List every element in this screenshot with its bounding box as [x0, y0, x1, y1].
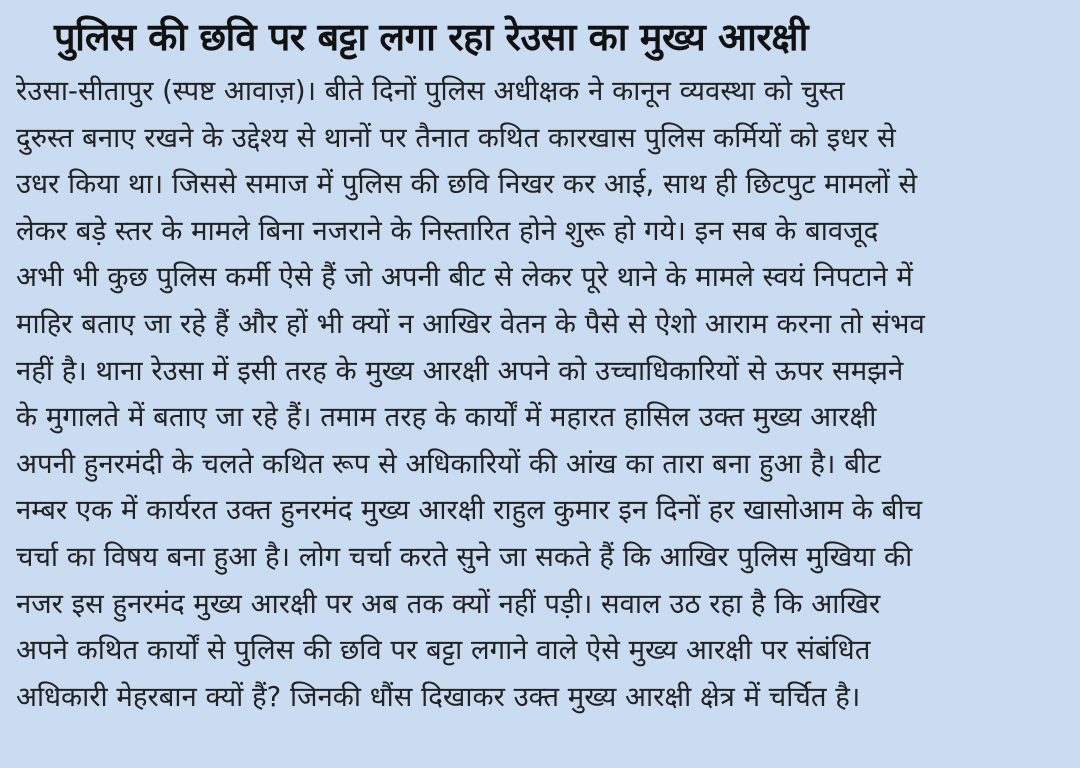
article-line: के मुगालते में बताए जा रहे हैं। तमाम तरह के कार्यों में महारत हासिल उक्त मुख्य आरक्षी	[16, 401, 877, 434]
article-line: लेकर बड़े स्तर के मामले बिना नजराने के निस्तारित होने शुरू हो गये। इन सब के बावजूद	[16, 214, 879, 247]
article-line: अधिकारी मेहरबान क्यों हैं? जिनकी धौंस दिखाकर उक्त मुख्य आरक्षी क्षेत्र में चर्चित है।	[16, 680, 861, 713]
article-headline: पुलिस की छवि पर बट्टा लगा रहा रेउसा का मुख्य आरक्षी	[54, 15, 809, 59]
article-line: उधर किया था। जिससे समाज में पुलिस की छवि निखर कर आई, साथ ही छिटपुट मामलों से	[16, 168, 918, 201]
article-line: अपनी हुनरमंदी के चलते कथित रूप से अधिकारियों की आंख का तारा बना हुआ है। बीट	[16, 447, 881, 480]
article-line: रेउसा-सीतापुर (स्पष्ट आवाज़)। बीते दिनों पुलिस अधीक्षक ने कानून व्यवस्था को चुस्त	[16, 75, 845, 107]
article-line: चर्चा का विषय बना हुआ है। लोग चर्चा करते सुने जा सकते हैं कि आखिर पुलिस मुखिया की	[16, 540, 913, 573]
article-body	[16, 68, 1066, 720]
article-line: अपने कथित कार्यों से पुलिस की छवि पर बट्टा लगाने वाले ऐसे मुख्य आरक्षी पर संबंधित	[16, 634, 871, 667]
article-line: दुरुस्त बनाए रखने के उद्देश्य से थानों पर तैनात कथित कारखास पुलिस कर्मियों को इधर से	[16, 121, 896, 154]
article-line: नहीं है। थाना रेउसा में इसी तरह के मुख्य आरक्षी अपने को उच्चाधिकारियों से ऊपर समझने	[16, 354, 904, 387]
article-line: अभी भी कुछ पुलिस कर्मी ऐसे हैं जो अपनी बीट से लेकर पूरे थाने के मामले स्वयं निपटाने में	[16, 261, 913, 294]
article-line: माहिर बताए जा रहे हैं और हों भी क्यों न आखिर वेतन के पैसे से ऐशो आराम करना तो संभव	[16, 307, 925, 340]
article-line: नजर इस हुनरमंद मुख्य आरक्षी पर अब तक क्यों नहीं पड़ी। सवाल उठ रहा है कि आखिर	[16, 587, 881, 620]
article-line: नम्बर एक में कार्यरत उक्त हुनरमंद मुख्य आरक्षी राहुल कुमार इन दिनों हर खासोआम के बीच	[16, 494, 923, 527]
